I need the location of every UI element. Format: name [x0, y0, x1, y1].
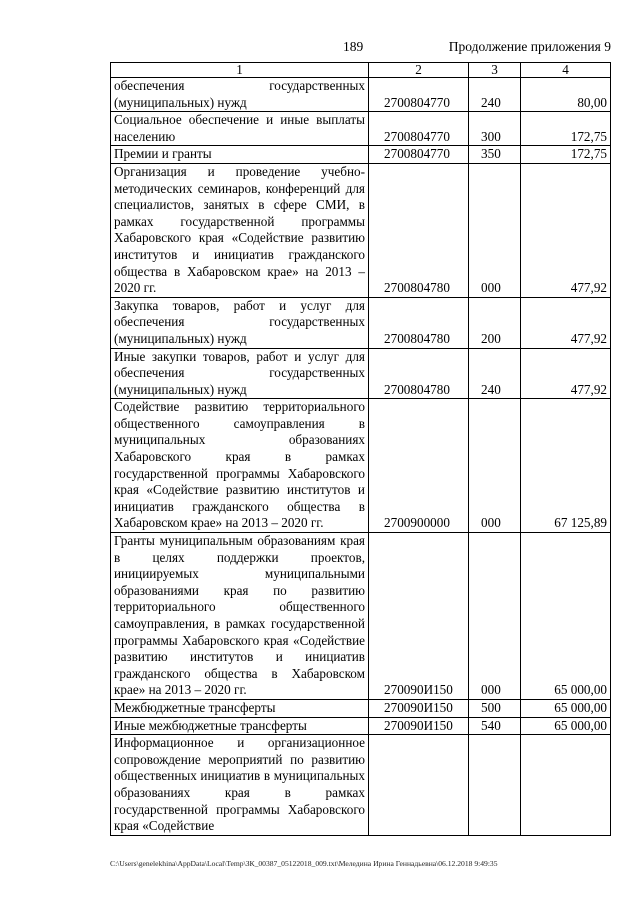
row-type: 350	[469, 146, 521, 164]
row-amount: 172,75	[521, 112, 611, 146]
row-code: 270090И150	[369, 699, 469, 717]
row-amount	[521, 735, 611, 836]
row-code: 2700804780	[369, 163, 469, 297]
row-type: 540	[469, 717, 521, 735]
row-name: Организация и проведение учебно-методических семинаров, конференций для специалистов, занятых в сфере СМИ, в рамках государственной программы Хабаровского края «Содействие развитию институтов и инициатив гражданского общества в Хабаровском крае» на 2013 – 2020 гг.	[111, 163, 369, 297]
table-row	[111, 735, 611, 836]
table-row	[111, 78, 611, 112]
row-code: 270090И150	[369, 533, 469, 700]
row-code: 2700804780	[369, 348, 469, 399]
row-name: Иные закупки товаров, работ и услуг для обеспечения государственных (муниципальных) нужд	[111, 348, 369, 399]
table-row	[111, 717, 611, 735]
row-name: Информационное и организационное сопровождение мероприятий по развитию общественных инициатив в муниципальных образованиях края в рамках государственной программы Хабаровского края «Содействие	[111, 735, 369, 836]
table-row	[111, 533, 611, 700]
row-amount: 65 000,00	[521, 699, 611, 717]
row-name: Премии и гранты	[111, 146, 369, 164]
row-name: Закупка товаров, работ и услуг для обеспечения государственных (муниципальных) нужд	[111, 297, 369, 348]
row-amount: 67 125,89	[521, 399, 611, 533]
row-amount: 477,92	[521, 297, 611, 348]
row-name: обеспечения государственных (муниципальных) нужд	[111, 78, 369, 112]
row-type: 000	[469, 163, 521, 297]
page-number: 189	[343, 39, 364, 54]
row-amount: 80,00	[521, 78, 611, 112]
row-name: Межбюджетные трансферты	[111, 699, 369, 717]
table-row	[111, 297, 611, 348]
row-type: 500	[469, 699, 521, 717]
row-code	[369, 735, 469, 836]
row-amount: 477,92	[521, 348, 611, 399]
table-row	[111, 112, 611, 146]
row-type: 300	[469, 112, 521, 146]
footer-file-path: C:\Users\genelekhina\AppData\Local\Temp\ЗК_00387_05122018_009.txt\Меледина Ирина Геннадьевна\06.12.2018 9:49:35	[110, 859, 498, 868]
column-header: 2	[369, 63, 469, 78]
row-name: Содействие развитию территориального общественного самоуправления в муниципальных образованиях Хабаровского края в рамках государственной программы Хабаровского края «Содействие развитию институтов и инициатив гражданского общества в Хабаровском крае» на 2013 – 2020 гг.	[111, 399, 369, 533]
row-name: Иные межбюджетные трансферты	[111, 717, 369, 735]
row-code: 2700804770	[369, 146, 469, 164]
column-header: 4	[521, 63, 611, 78]
table-row	[111, 348, 611, 399]
table-row	[111, 146, 611, 164]
row-type: 200	[469, 297, 521, 348]
row-type	[469, 735, 521, 836]
row-code: 2700804770	[369, 112, 469, 146]
row-type: 000	[469, 399, 521, 533]
row-amount: 65 000,00	[521, 717, 611, 735]
row-type: 240	[469, 348, 521, 399]
column-header: 1	[111, 63, 369, 78]
row-name: Социальное обеспечение и иные выплаты населению	[111, 112, 369, 146]
column-header: 3	[469, 63, 521, 78]
budget-table	[110, 62, 611, 836]
row-type: 000	[469, 533, 521, 700]
table-row	[111, 399, 611, 533]
row-code: 2700900000	[369, 399, 469, 533]
table-row	[111, 699, 611, 717]
row-amount: 477,92	[521, 163, 611, 297]
row-code: 270090И150	[369, 717, 469, 735]
row-name: Гранты муниципальным образованиям края в целях поддержки проектов, инициируемых муниципальными образованиями края по развитию территориального общественного самоуправления, в рамках государственной программы Хабаровского края «Содействие развитию институтов и инициатив гражданского общества в Хабаровском крае» на 2013 – 2020 гг.	[111, 533, 369, 700]
row-amount: 65 000,00	[521, 533, 611, 700]
row-code: 2700804770	[369, 78, 469, 112]
row-amount: 172,75	[521, 146, 611, 164]
table-row	[111, 163, 611, 297]
row-type: 240	[469, 78, 521, 112]
row-code: 2700804780	[369, 297, 469, 348]
table-header-row	[111, 63, 611, 78]
appendix-label: Продолжение приложения 9	[448, 39, 611, 54]
